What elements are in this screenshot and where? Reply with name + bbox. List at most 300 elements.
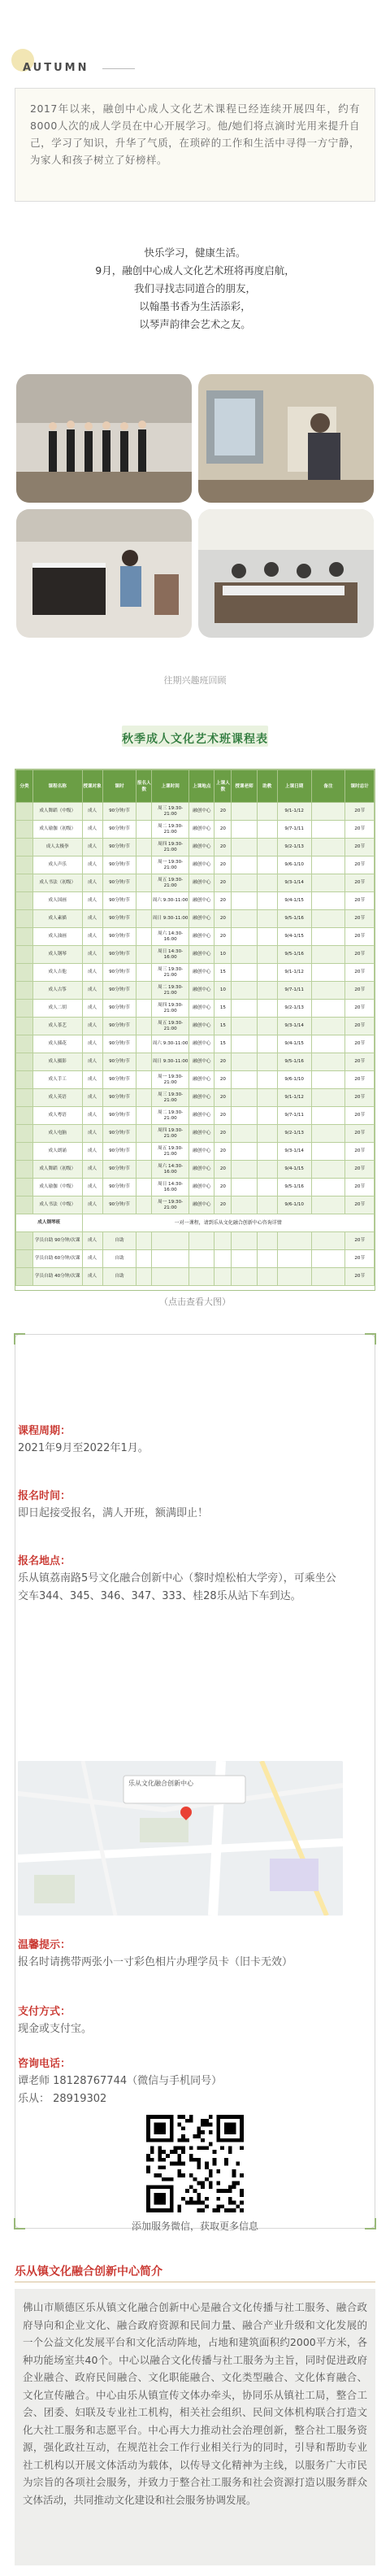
table-cell: 20节 <box>345 874 375 892</box>
table-cell: 融创中心 <box>189 1161 214 1179</box>
table-cell: 20节 <box>345 1196 375 1214</box>
table-header-cell: 课时总计 <box>345 770 375 803</box>
slogan-line-4: 以翰墨书香为生活添彩， <box>139 300 251 312</box>
table-cell: 20节 <box>345 1161 375 1179</box>
table-cell: 融创中心 <box>189 1089 214 1107</box>
table-cell <box>232 1125 257 1143</box>
table-cell: 融创中心 <box>189 946 214 964</box>
table-cell <box>311 1071 345 1089</box>
table-cell: 融创中心 <box>189 892 214 910</box>
table-cell <box>232 856 257 874</box>
table-cell <box>232 821 257 839</box>
table-cell <box>257 1053 277 1071</box>
table-cell <box>232 1232 257 1250</box>
table-header-cell: 助教 <box>257 770 277 803</box>
table-cell: 周六 14:30-16:00 <box>152 1161 189 1179</box>
table-cell <box>136 1071 152 1089</box>
table-cell <box>257 892 277 910</box>
table-cell <box>136 1035 152 1053</box>
table-row <box>16 1071 375 1089</box>
table-cell <box>16 1268 33 1286</box>
table-cell: 90分钟/节 <box>102 803 136 821</box>
table-cell <box>257 1179 277 1196</box>
table-cell <box>136 1161 152 1179</box>
photo-calligraphy-class <box>198 509 374 638</box>
table-cell: 成人舞蹈（中级） <box>32 803 82 821</box>
table-cell: 成人 <box>82 874 102 892</box>
table-cell <box>232 1161 257 1179</box>
table-cell: 成人朗诵 <box>32 1143 82 1161</box>
pay-title: 支付方式： <box>18 2006 72 2018</box>
table-cell <box>311 874 345 892</box>
table-cell: 15 <box>214 1035 232 1053</box>
table-cell: 成人舞蹈（初级） <box>32 1161 82 1179</box>
table-cell: 融创中心 <box>189 1125 214 1143</box>
table-cell: 9/5-1/16 <box>277 910 311 928</box>
table-cell <box>136 856 152 874</box>
table-cell <box>257 856 277 874</box>
wechat-qr-code[interactable] <box>146 2115 244 2212</box>
table-cell: 20节 <box>345 910 375 928</box>
table-cell <box>232 928 257 946</box>
table-cell: 9/3-1/14 <box>277 1018 311 1035</box>
table-cell: 20节 <box>345 1179 375 1196</box>
table-cell: 周五 19:30-21:00 <box>152 1143 189 1161</box>
table-cell <box>311 1250 345 1268</box>
table-cell: 成人 <box>82 1125 102 1143</box>
tips-title: 温馨提示： <box>18 1939 72 1951</box>
table-cell: 20节 <box>345 982 375 1000</box>
table-cell: 15 <box>214 964 232 982</box>
table-cell <box>214 1232 232 1250</box>
table-cell <box>136 1250 152 1268</box>
table-cell: 90分钟/节 <box>102 856 136 874</box>
qr-caption: 添加服务微信，获取更多信息 <box>131 2221 258 2232</box>
table-cell: 90分钟/节 <box>102 1196 136 1214</box>
table-cell: 90分钟/节 <box>102 982 136 1000</box>
table-cell: 周一 19:30-21:00 <box>152 856 189 874</box>
table-cell <box>214 1250 232 1268</box>
table-cell: 10 <box>214 946 232 964</box>
table-cell <box>257 946 277 964</box>
table-cell <box>152 1268 189 1286</box>
table-cell: 自助 <box>102 1268 136 1286</box>
table-cell: 成人 <box>82 892 102 910</box>
table-cell <box>232 1268 257 1286</box>
table-cell <box>232 839 257 856</box>
table-cell <box>232 803 257 821</box>
table-cell: 20节 <box>345 1000 375 1018</box>
table-cell: 成人国画 <box>32 892 82 910</box>
period-body: 2021年9月至2022年1月。 <box>18 1442 149 1454</box>
table-cell: 9/6-1/10 <box>277 1196 311 1214</box>
table-cell: 成人 <box>82 839 102 856</box>
table-cell: 成人 <box>82 821 102 839</box>
table-cell: 融创中心 <box>189 1143 214 1161</box>
table-cell <box>152 1232 189 1250</box>
table-cell: 90分钟/节 <box>102 1107 136 1125</box>
slogan-line-3: 我们寻找志同道合的朋友， <box>133 282 256 294</box>
table-cell: 20 <box>214 1107 232 1125</box>
table-row <box>16 964 375 982</box>
table-cell <box>257 928 277 946</box>
table-row <box>16 892 375 910</box>
table-cell: 成人手工 <box>32 1071 82 1089</box>
table-cell <box>277 1268 311 1286</box>
table-cell <box>16 1000 33 1018</box>
table-cell: 融创中心 <box>189 1053 214 1071</box>
table-cell: 20节 <box>345 1107 375 1125</box>
table-cell: 成人声乐 <box>32 856 82 874</box>
table-cell: 成人太极拳 <box>32 839 82 856</box>
table-cell: 周六 9:30-11:00 <box>152 1035 189 1053</box>
table-cell: 9/4-1/15 <box>277 1035 311 1053</box>
photo-piano-class <box>16 509 192 638</box>
table-cell <box>16 821 33 839</box>
table-cell: 学员自助 40分钟/次课 <box>32 1268 82 1286</box>
table-cell <box>257 1250 277 1268</box>
table-cell: 周四 19:30-21:00 <box>152 1000 189 1018</box>
table-cell: 成人 <box>82 910 102 928</box>
table-cell: 周日 9:30-11:00 <box>152 910 189 928</box>
regtime-title: 报名时间： <box>18 1490 72 1502</box>
table-cell: 成人 <box>82 803 102 821</box>
table-cell: 9/4-1/15 <box>277 1161 311 1179</box>
table-cell: 周四 19:30-21:00 <box>152 839 189 856</box>
table-cell <box>136 946 152 964</box>
table-row <box>16 982 375 1000</box>
table-cell <box>136 1268 152 1286</box>
table-cell: 成人钢琴班 <box>16 1214 83 1232</box>
table-cell: 90分钟/节 <box>102 946 136 964</box>
contact-title: 咨询电话： <box>18 2058 72 2070</box>
table-cell <box>16 964 33 982</box>
table-cell: 20 <box>214 1053 232 1071</box>
table-cell: 成人吉他 <box>32 964 82 982</box>
table-cell: 9/5-1/16 <box>277 1179 311 1196</box>
table-cell: 融创中心 <box>189 964 214 982</box>
pay-body: 现金或支付宝。 <box>18 2023 93 2035</box>
location-map[interactable] <box>18 1761 343 1916</box>
table-row <box>16 1232 375 1250</box>
table-cell <box>311 910 345 928</box>
table-cell <box>257 839 277 856</box>
table-cell: 融创中心 <box>189 1196 214 1214</box>
table-cell <box>311 1107 345 1125</box>
decor-line <box>102 68 135 69</box>
table-cell <box>257 874 277 892</box>
table-cell: 90分钟/节 <box>102 1161 136 1179</box>
table-cell: 融创中心 <box>189 821 214 839</box>
table-row <box>16 1125 375 1143</box>
table-cell: 周一 19:30-21:00 <box>152 1196 189 1214</box>
table-row <box>16 1179 375 1196</box>
table-cell: 90分钟/节 <box>102 1000 136 1018</box>
table-cell <box>311 839 345 856</box>
table-cell <box>136 1232 152 1250</box>
place-body: 乐从镇荔南路5号文化融合创新中心（黎时煌松柏大学旁），可乘坐公交车344、345、346、347、333、桂28乐从站下车到达。 <box>18 1572 336 1602</box>
table-cell: 成人 <box>82 1179 102 1196</box>
table-cell: 9/4-1/15 <box>277 928 311 946</box>
table-cell <box>311 892 345 910</box>
table-cell: 15 <box>214 1018 232 1035</box>
table-cell <box>311 1125 345 1143</box>
table-cell: 融创中心 <box>189 1107 214 1125</box>
table-cell: 周六 14:30-16:00 <box>152 928 189 946</box>
table-cell: 成人电脑 <box>32 1125 82 1143</box>
table-cell: 9/1-1/12 <box>277 1089 311 1107</box>
table-cell <box>232 982 257 1000</box>
table-cell: 周一 19:30-21:00 <box>152 1071 189 1089</box>
table-title: 秋季成人文化艺术班课程表 <box>122 733 268 746</box>
autumn-tag: AUTUMN <box>23 62 89 74</box>
table-cell <box>311 1089 345 1107</box>
table-cell: 融创中心 <box>189 856 214 874</box>
table-cell <box>232 910 257 928</box>
table-cell: 9/3-1/14 <box>277 874 311 892</box>
table-cell <box>311 1143 345 1161</box>
table-cell <box>16 1125 33 1143</box>
table-cell <box>232 1018 257 1035</box>
table-cell <box>232 1250 257 1268</box>
table-cell <box>311 1268 345 1286</box>
place-title: 报名地点： <box>18 1555 72 1567</box>
table-cell <box>16 1232 33 1250</box>
table-cell <box>16 1018 33 1035</box>
table-cell: 20节 <box>345 1232 375 1250</box>
table-cell <box>232 1089 257 1107</box>
table-cell: 20节 <box>345 1089 375 1107</box>
table-cell <box>136 1179 152 1196</box>
table-cell <box>257 964 277 982</box>
table-cell: 20 <box>214 1161 232 1179</box>
schedule-grid <box>15 769 375 1286</box>
table-cell <box>136 803 152 821</box>
table-cell <box>257 910 277 928</box>
table-cell <box>189 1250 214 1268</box>
table-header-cell: 报名人数 <box>136 770 152 803</box>
table-cell: 15 <box>214 1000 232 1018</box>
table-cell <box>16 946 33 964</box>
table-header-cell: 授课对象 <box>82 770 102 803</box>
table-cell: 20 <box>214 1089 232 1107</box>
table-cell: 成人 <box>82 1107 102 1125</box>
table-cell <box>257 1107 277 1125</box>
table-cell <box>136 821 152 839</box>
table-header-cell: 上课人数 <box>214 770 232 803</box>
table-cell: 20节 <box>345 821 375 839</box>
table-cell: 20节 <box>345 1143 375 1161</box>
table-cell <box>311 1035 345 1053</box>
table-cell: 20 <box>214 1125 232 1143</box>
table-cell: 20节 <box>345 1071 375 1089</box>
table-cell <box>257 1089 277 1107</box>
table-cell <box>232 874 257 892</box>
table-cell: 20节 <box>345 1053 375 1071</box>
table-cell <box>311 982 345 1000</box>
table-cell: 9/2-1/13 <box>277 839 311 856</box>
table-header-cell: 分类 <box>16 770 33 803</box>
table-cell <box>257 982 277 1000</box>
table-cell: 成人 <box>82 1035 102 1053</box>
table-cell: 20节 <box>345 1250 375 1268</box>
table-header-cell: 上课地点 <box>189 770 214 803</box>
table-cell <box>16 1196 33 1214</box>
table-row <box>16 874 375 892</box>
table-cell: 成人 <box>82 1268 102 1286</box>
table-cell: 成人书法（初级） <box>32 874 82 892</box>
table-cell: 成人素描 <box>32 910 82 928</box>
table-cell: 学员自助 60分钟/次课 <box>32 1250 82 1268</box>
table-cell <box>189 1268 214 1286</box>
table-cell <box>257 1035 277 1053</box>
table-cell <box>16 874 33 892</box>
table-cell <box>136 910 152 928</box>
table-cell: 90分钟/节 <box>102 1018 136 1035</box>
table-cell: 20节 <box>345 946 375 964</box>
table-cell: 融创中心 <box>189 874 214 892</box>
table-row <box>16 1250 375 1268</box>
table-cell: 成人 <box>82 946 102 964</box>
table-cell: 90分钟/节 <box>102 964 136 982</box>
table-cell: 成人粤语 <box>32 1107 82 1125</box>
table-cell: 成人 <box>82 1143 102 1161</box>
table-cell <box>152 1250 189 1268</box>
table-cell: 20节 <box>345 803 375 821</box>
intro-body: 佛山市顺德区乐从镇文化融合创新中心是融合文化传播与社工服务、融合政府导向和企业文化、融合政府资源和民间力量、融合产业升级和文化发展的一个公益文化发展平台和文化活动阵地，占地和建筑面积约2000平方米，各种功能场室共40个。中心以融合文化传播与社工服务为主旨，同时促进政府企业融合、政府民间融合、文化职能融合、文化类型融合、文化体育融合、文化宣传融合。中心由乐从镇宣传文体办牵头，协同乐从镇社工局，整合工会、团委、妇联及专业社工机构，相关社会组织、民间文体机构联合打造文化大社工服务和志愿平台。中心再大力推动社会治理创新，整合社工服务资源，强化政社互动，在规范社会工作行业相关行为的同时，引导和帮助专业社工机构以开展文体活动为载体，以传导文化精神为主线，以服务广大市民为宗旨的各项社会服务，并致力于整合社工服务和社会资源打造以服务群众文体活动，共同推动文化建设和社会服务协调发展。 <box>15 2289 375 2565</box>
table-cell <box>232 1035 257 1053</box>
table-cell: 成人 <box>82 982 102 1000</box>
table-cell: 90分钟/节 <box>102 1071 136 1089</box>
table-cell <box>311 1179 345 1196</box>
table-row <box>16 1143 375 1161</box>
table-cell <box>257 821 277 839</box>
table-cell: 周五 19:30-21:00 <box>152 1018 189 1035</box>
table-row <box>16 856 375 874</box>
table-cell <box>311 964 345 982</box>
table-cell: 成人二胡 <box>32 1000 82 1018</box>
table-row <box>16 1089 375 1107</box>
table-cell: 融创中心 <box>189 1071 214 1089</box>
table-cell: 20 <box>214 803 232 821</box>
table-cell <box>257 1268 277 1286</box>
table-cell <box>311 1161 345 1179</box>
table-cell: 成人 <box>82 1000 102 1018</box>
table-cell <box>277 1250 311 1268</box>
table-cell: 融创中心 <box>189 928 214 946</box>
table-row <box>16 1000 375 1018</box>
table-cell: 成人 <box>82 856 102 874</box>
table-cell <box>311 946 345 964</box>
table-cell <box>311 856 345 874</box>
table-cell: 周二 19:30-21:00 <box>152 982 189 1000</box>
table-cell: 90分钟/节 <box>102 910 136 928</box>
table-cell: 周六 9:30-11:00 <box>152 892 189 910</box>
table-cell: 9/1-1/12 <box>277 803 311 821</box>
table-cell: 20 <box>214 1071 232 1089</box>
table-row <box>16 839 375 856</box>
table-cell <box>136 1053 152 1071</box>
table-cell <box>136 1143 152 1161</box>
photo-dance-class <box>16 374 192 503</box>
table-cell: 成人 <box>82 964 102 982</box>
table-cell: 20节 <box>345 1268 375 1286</box>
table-cell: 20 <box>214 1143 232 1161</box>
table-cell <box>189 1232 214 1250</box>
table-cell: 90分钟/节 <box>102 1125 136 1143</box>
table-row <box>16 1018 375 1035</box>
table-cell: 9/6-1/10 <box>277 856 311 874</box>
table-cell: 20 <box>214 1196 232 1214</box>
schedule-table[interactable] <box>15 769 375 1291</box>
table-cell: 周日 14:30-16:00 <box>152 946 189 964</box>
table-cell: 20节 <box>345 856 375 874</box>
table-cell <box>16 1071 33 1089</box>
table-cell <box>257 1125 277 1143</box>
table-cell <box>16 1161 33 1179</box>
card-corner-tr <box>365 1333 376 1345</box>
table-cell <box>136 1107 152 1125</box>
table-cell <box>257 1143 277 1161</box>
table-cell: 成人古筝 <box>32 982 82 1000</box>
table-cell: 成人 <box>82 1250 102 1268</box>
table-cell <box>311 1000 345 1018</box>
regtime-body: 即日起接受报名，满人开班，额满即止！ <box>18 1507 209 1519</box>
table-cell <box>311 1053 345 1071</box>
table-header-cell: 备注 <box>311 770 345 803</box>
table-cell: 90分钟/节 <box>102 1053 136 1071</box>
table-cell: 20节 <box>345 964 375 982</box>
card-corner-tl <box>14 1333 25 1345</box>
table-cell: 90分钟/节 <box>102 892 136 910</box>
table-cell <box>16 856 33 874</box>
table-cell <box>136 964 152 982</box>
table-cell <box>311 1018 345 1035</box>
photo-painting-class <box>198 374 374 503</box>
table-cell: 周日 9:30-11:00 <box>152 1053 189 1071</box>
table-row <box>16 928 375 946</box>
period-title: 课程周期： <box>18 1425 72 1437</box>
table-cell: 周日 14:30-16:00 <box>152 1179 189 1196</box>
table-cell <box>16 1107 33 1125</box>
table-cell: 一对一课程，请到乐从文化融合创新中心咨询详情 <box>82 1214 375 1232</box>
table-cell: 成人 <box>82 1053 102 1071</box>
table-header-cell: 上课时间 <box>152 770 189 803</box>
table-cell: 20节 <box>345 1035 375 1053</box>
table-cell <box>232 1071 257 1089</box>
table-cell <box>232 964 257 982</box>
table-cell <box>214 1268 232 1286</box>
table-cell <box>257 803 277 821</box>
table-cell: 9/3-1/14 <box>277 1143 311 1161</box>
table-cell: 成人书法（中级） <box>32 1196 82 1214</box>
table-cell: 融创中心 <box>189 982 214 1000</box>
table-cell <box>136 1196 152 1214</box>
table-footnote: （点击查看大图） <box>159 1297 231 1307</box>
table-cell <box>257 1196 277 1214</box>
table-cell: 周二 19:30-21:00 <box>152 821 189 839</box>
table-cell: 周五 19:30-21:00 <box>152 874 189 892</box>
table-cell: 成人瑜伽（中级） <box>32 1179 82 1196</box>
slogan-line-2: 9月，融创中心成人文化艺术班将再度启航， <box>95 264 295 277</box>
table-cell <box>232 1000 257 1018</box>
table-cell: 自助 <box>102 1250 136 1268</box>
table-row <box>16 803 375 821</box>
table-cell <box>16 839 33 856</box>
table-cell: 20 <box>214 928 232 946</box>
table-row <box>16 910 375 928</box>
table-cell: 9/5-1/16 <box>277 946 311 964</box>
